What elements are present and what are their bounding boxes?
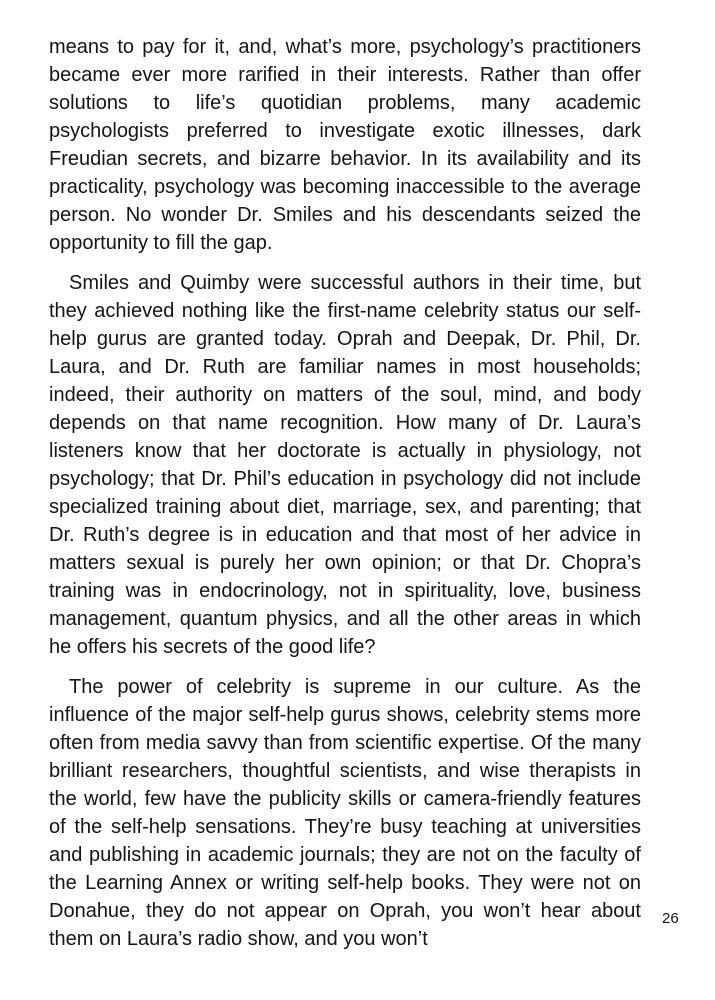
paragraph-3: The power of celebrity is supreme in our culture. As the influence of the major self-help gurus shows, celebrity stems more often from media savvy than from scientific expertise. Of the many brilliant researchers, thoughtful scientists, and wise therapists in the world, few have the publicity skills or camera-friendly features of the self-help sensations. They’re busy teaching at universities and publishing in academic journals; they are not on the faculty of the Learning Annex or writing self-help books. They were not on Donahue, they do not appear on Oprah, you won’t hear about them on Laura’s radio show, and you won’t (49, 676, 641, 950)
body-text (49, 33, 641, 965)
paragraph-2: Smiles and Quimby were successful authors in their time, but they achieved nothing like the first-name celebrity status our self-help gurus are granted today. Oprah and Deepak, Dr. Phil, Dr. Laura, and Dr. Ruth are familiar names in most households; indeed, their authority on matters of the soul, mind, and body depends on that name recognition. How many of Dr. Laura’s listeners know that her doctorate is actually in physiology, not psychology; that Dr. Phil’s education in psychology did not include specialized training about diet, marriage, sex, and parenting; that Dr. Ruth’s degree is in education and that most of her advice in matters sexual is purely her own opinion; or that Dr. Chopra’s training was in endocrinology, not in spirituality, love, business management, quantum physics, and all the other areas in which he offers his secrets of the good life? (49, 272, 641, 658)
page-number: 26 (662, 910, 679, 927)
paragraph-1: means to pay for it, and, what’s more, psychology’s practitioners became ever more rarified in their interests. Rather than offer solutions to life’s quotidian problems, many academic psychologists preferred to investigate exotic illnesses, dark Freudian secrets, and bizarre behavior. In its availability and its practicality, psychology was becoming inaccessible to the average person. No wonder Dr. Smiles and his descendants seized the opportunity to fill the gap. (49, 36, 641, 254)
